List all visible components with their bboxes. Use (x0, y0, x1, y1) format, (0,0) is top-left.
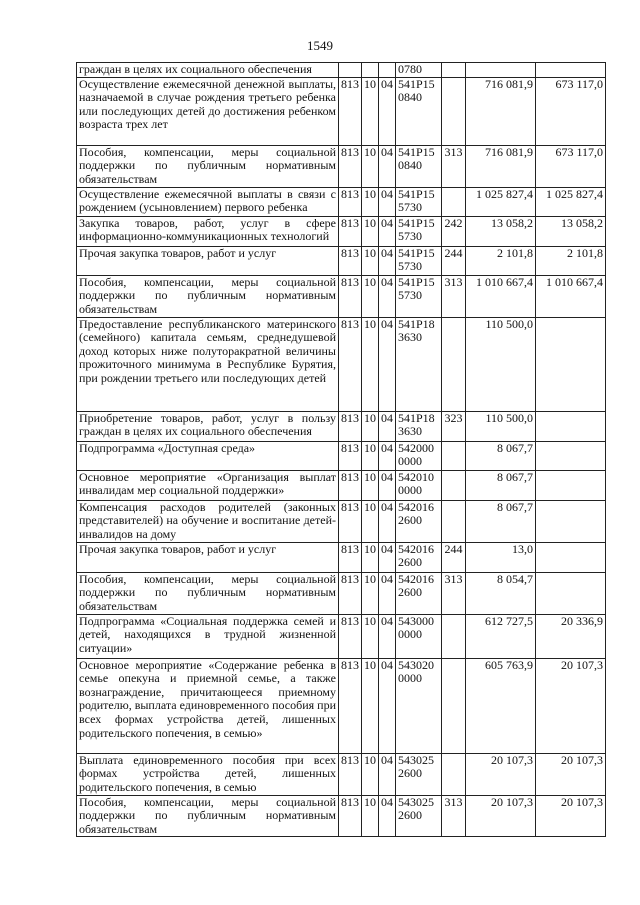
target-article-code-line1: 541P18 (398, 411, 435, 425)
target-article-code-line2: 2600 (398, 585, 422, 600)
table-row (77, 658, 606, 753)
amount-year-2 (536, 317, 606, 411)
ministry-code (339, 63, 362, 78)
section-code: 10 (362, 77, 379, 145)
target-article-code-line1: 542000 (398, 441, 434, 455)
amount-year-2 (536, 470, 606, 500)
subsection-code: 04 (379, 500, 396, 542)
target-article-code (396, 145, 442, 187)
row-description: Пособия, компенсации, меры социальной поддержки по публичным нормативным обязательствам (77, 275, 339, 317)
row-description: Пособия, компенсации, меры социальной поддержки по публичным нормативным обязательствам (77, 795, 339, 837)
row-description: Компенсация расходов родителей (законных представителей) на обучение и воспитание детей-инвалидов на дому (77, 500, 339, 542)
expense-type-code (442, 441, 466, 470)
ministry-code: 813 (339, 572, 362, 614)
amount-year-2: 20 107,3 (536, 795, 606, 837)
amount-year-2 (536, 542, 606, 572)
table-row (77, 572, 606, 614)
ministry-code: 813 (339, 470, 362, 500)
section-code: 10 (362, 246, 379, 275)
amount-year-1: 110 500,0 (466, 317, 536, 411)
ministry-code: 813 (339, 614, 362, 658)
subsection-code: 04 (379, 658, 396, 753)
subsection-code (379, 63, 396, 78)
amount-year-1: 20 107,3 (466, 753, 536, 795)
amount-year-2: 1 010 667,4 (536, 275, 606, 317)
table-row (77, 187, 606, 216)
subsection-code: 04 (379, 317, 396, 411)
subsection-code: 04 (379, 246, 396, 275)
amount-year-1: 13 058,2 (466, 216, 536, 246)
amount-year-1: 8 067,7 (466, 470, 536, 500)
section-code (362, 63, 379, 78)
subsection-code: 04 (379, 572, 396, 614)
section-code: 10 (362, 572, 379, 614)
ministry-code: 813 (339, 317, 362, 411)
subsection-code: 04 (379, 216, 396, 246)
expense-type-code: 313 (442, 795, 466, 837)
target-article-code (396, 216, 442, 246)
row-description: Осуществление ежемесячной денежной выплаты, назначаемой в случае рождения третьего ребенка или последующих детей до достижения ребенком возраста трех лет (77, 77, 339, 145)
subsection-code: 04 (379, 470, 396, 500)
target-article-code-line1: 541P15 (398, 187, 435, 201)
amount-year-1: 2 101,8 (466, 246, 536, 275)
amount-year-1: 1 025 827,4 (466, 187, 536, 216)
row-description: Основное мероприятие «Содержание ребенка в семье опекуна и приемной семье, а также вознаграждение, причитающееся приемному родителю, выплата единовременного пособия при всех формах устройства детей, лишенных родительского попечения, в семью» (77, 658, 339, 753)
target-article-code-line2: 5730 (398, 229, 422, 244)
row-description: Выплата единовременного пособия при всех формах устройства детей, лишенных родительского попечения, в семью (77, 753, 339, 795)
row-description: Прочая закупка товаров, работ и услуг (77, 542, 339, 572)
row-description: Осуществление ежемесячной выплаты в связи с рождением (усыновлением) первого ребенка (77, 187, 339, 216)
target-article-code-line2: 0780 (398, 62, 422, 76)
target-article-code-line2: 2600 (398, 766, 422, 781)
table-row (77, 63, 606, 78)
subsection-code: 04 (379, 275, 396, 317)
expense-type-code: 244 (442, 246, 466, 275)
target-article-code (396, 63, 442, 78)
subsection-code: 04 (379, 411, 396, 441)
ministry-code: 813 (339, 411, 362, 441)
amount-year-2: 673 117,0 (536, 77, 606, 145)
amount-year-2: 20 336,9 (536, 614, 606, 658)
row-description: Подпрограмма «Доступная среда» (77, 441, 339, 470)
target-article-code (396, 572, 442, 614)
target-article-code-line1: 541P15 (398, 246, 435, 260)
target-article-code-line2: 5730 (398, 200, 422, 215)
subsection-code: 04 (379, 542, 396, 572)
expense-type-code: 313 (442, 275, 466, 317)
amount-year-1: 716 081,9 (466, 77, 536, 145)
amount-year-1: 13,0 (466, 542, 536, 572)
section-code: 10 (362, 470, 379, 500)
row-description: Основное мероприятие «Организация выплат инвалидам мер социальной поддержки» (77, 470, 339, 500)
section-code: 10 (362, 145, 379, 187)
table-row (77, 614, 606, 658)
target-article-code-line1: 542016 (398, 542, 434, 556)
target-article-code-line2: 5730 (398, 288, 422, 303)
expense-type-code: 323 (442, 411, 466, 441)
row-description: граждан в целях их социального обеспечения (77, 63, 339, 78)
table-row (77, 317, 606, 411)
ministry-code: 813 (339, 795, 362, 837)
amount-year-2 (536, 572, 606, 614)
ministry-code: 813 (339, 275, 362, 317)
ministry-code: 813 (339, 441, 362, 470)
table-row (77, 500, 606, 542)
target-article-code-line2: 0000 (398, 483, 422, 498)
table-row (77, 275, 606, 317)
row-description: Предоставление республиканского материнского (семейного) капитала семьям, среднедушевой доход которых ниже полуторакратной величины прожиточного минимума в Республике Бурятия, при рождении третьего или последующих детей (77, 317, 339, 411)
expense-type-code (442, 614, 466, 658)
ministry-code: 813 (339, 187, 362, 216)
target-article-code-line2: 0000 (398, 671, 422, 686)
expense-type-code (442, 187, 466, 216)
section-code: 10 (362, 795, 379, 837)
target-article-code (396, 275, 442, 317)
amount-year-2 (536, 441, 606, 470)
amount-year-1: 8 067,7 (466, 441, 536, 470)
table-row (77, 753, 606, 795)
ministry-code: 813 (339, 77, 362, 145)
ministry-code: 813 (339, 658, 362, 753)
target-article-code-line1: 543000 (398, 614, 434, 628)
expense-type-code (442, 470, 466, 500)
target-article-code-line2: 5730 (398, 259, 422, 274)
section-code: 10 (362, 275, 379, 317)
amount-year-1: 716 081,9 (466, 145, 536, 187)
ministry-code: 813 (339, 145, 362, 187)
expense-type-code (442, 753, 466, 795)
amount-year-2 (536, 500, 606, 542)
table-row (77, 246, 606, 275)
expense-type-code (442, 500, 466, 542)
target-article-code (396, 441, 442, 470)
target-article-code (396, 658, 442, 753)
target-article-code-line1: 542016 (398, 500, 434, 514)
amount-year-2: 20 107,3 (536, 753, 606, 795)
target-article-code-line2: 3630 (398, 330, 422, 345)
row-description: Пособия, компенсации, меры социальной поддержки по публичным нормативным обязательствам (77, 145, 339, 187)
target-article-code-line1: 541P18 (398, 317, 435, 331)
amount-year-2 (536, 63, 606, 78)
subsection-code: 04 (379, 614, 396, 658)
table-row (77, 145, 606, 187)
target-article-code-line2: 0000 (398, 454, 422, 469)
expense-type-code: 242 (442, 216, 466, 246)
section-code: 10 (362, 658, 379, 753)
target-article-code (396, 614, 442, 658)
table-row (77, 470, 606, 500)
target-article-code-line1: 541P15 (398, 275, 435, 289)
target-article-code-line2: 2600 (398, 513, 422, 528)
amount-year-1 (466, 63, 536, 78)
ministry-code: 813 (339, 753, 362, 795)
row-description: Закупка товаров, работ, услуг в сфере информационно-коммуникационных технологий (77, 216, 339, 246)
target-article-code (396, 317, 442, 411)
target-article-code-line1: 543025 (398, 795, 434, 809)
target-article-code (396, 246, 442, 275)
table-row (77, 77, 606, 145)
section-code: 10 (362, 216, 379, 246)
ministry-code: 813 (339, 542, 362, 572)
table-row (77, 411, 606, 441)
target-article-code-line2: 0000 (398, 627, 422, 642)
amount-year-1: 1 010 667,4 (466, 275, 536, 317)
amount-year-2: 13 058,2 (536, 216, 606, 246)
row-description: Подпрограмма «Социальная поддержка семей и детей, находящихся в трудной жизненной ситуации» (77, 614, 339, 658)
target-article-code (396, 753, 442, 795)
section-code: 10 (362, 500, 379, 542)
target-article-code-line1: 542010 (398, 470, 434, 484)
section-code: 10 (362, 753, 379, 795)
target-article-code (396, 411, 442, 441)
target-article-code (396, 77, 442, 145)
amount-year-2 (536, 411, 606, 441)
row-description: Прочая закупка товаров, работ и услуг (77, 246, 339, 275)
row-description: Пособия, компенсации, меры социальной поддержки по публичным нормативным обязательствам (77, 572, 339, 614)
amount-year-2: 673 117,0 (536, 145, 606, 187)
section-code: 10 (362, 542, 379, 572)
subsection-code: 04 (379, 145, 396, 187)
target-article-code-line1: 542016 (398, 572, 434, 586)
subsection-code: 04 (379, 795, 396, 837)
target-article-code-line2: 0840 (398, 158, 422, 173)
target-article-code (396, 500, 442, 542)
expense-type-code (442, 658, 466, 753)
section-code: 10 (362, 411, 379, 441)
target-article-code-line1: 541P15 (398, 77, 435, 91)
target-article-code-line1: 543020 (398, 658, 434, 672)
page-number: 1549 (307, 38, 333, 53)
amount-year-2: 2 101,8 (536, 246, 606, 275)
amount-year-2: 1 025 827,4 (536, 187, 606, 216)
target-article-code-line2: 2600 (398, 555, 422, 570)
table-row (77, 441, 606, 470)
amount-year-2: 20 107,3 (536, 658, 606, 753)
amount-year-1: 612 727,5 (466, 614, 536, 658)
subsection-code: 04 (379, 753, 396, 795)
expense-type-code (442, 317, 466, 411)
section-code: 10 (362, 441, 379, 470)
target-article-code-line1: 541P15 (398, 216, 435, 230)
target-article-code-line1: 541P15 (398, 145, 435, 159)
section-code: 10 (362, 187, 379, 216)
expense-type-code: 244 (442, 542, 466, 572)
table-row (77, 542, 606, 572)
amount-year-1: 8 067,7 (466, 500, 536, 542)
target-article-code-line2: 3630 (398, 424, 422, 439)
row-description: Приобретение товаров, работ, услуг в пользу граждан в целях их социального обеспечения (77, 411, 339, 441)
target-article-code-line2: 2600 (398, 808, 422, 823)
amount-year-1: 20 107,3 (466, 795, 536, 837)
target-article-code-line2: 0840 (398, 90, 422, 105)
budget-table (76, 62, 606, 837)
subsection-code: 04 (379, 187, 396, 216)
budget-table-body (77, 63, 606, 837)
subsection-code: 04 (379, 77, 396, 145)
subsection-code: 04 (379, 441, 396, 470)
amount-year-1: 605 763,9 (466, 658, 536, 753)
amount-year-1: 8 054,7 (466, 572, 536, 614)
expense-type-code (442, 63, 466, 78)
ministry-code: 813 (339, 246, 362, 275)
expense-type-code: 313 (442, 145, 466, 187)
target-article-code (396, 470, 442, 500)
target-article-code-line1: 543025 (398, 753, 434, 767)
table-row (77, 795, 606, 837)
expense-type-code (442, 77, 466, 145)
target-article-code (396, 795, 442, 837)
expense-type-code: 313 (442, 572, 466, 614)
section-code: 10 (362, 317, 379, 411)
target-article-code (396, 542, 442, 572)
table-row (77, 216, 606, 246)
target-article-code (396, 187, 442, 216)
section-code: 10 (362, 614, 379, 658)
ministry-code: 813 (339, 216, 362, 246)
ministry-code: 813 (339, 500, 362, 542)
amount-year-1: 110 500,0 (466, 411, 536, 441)
